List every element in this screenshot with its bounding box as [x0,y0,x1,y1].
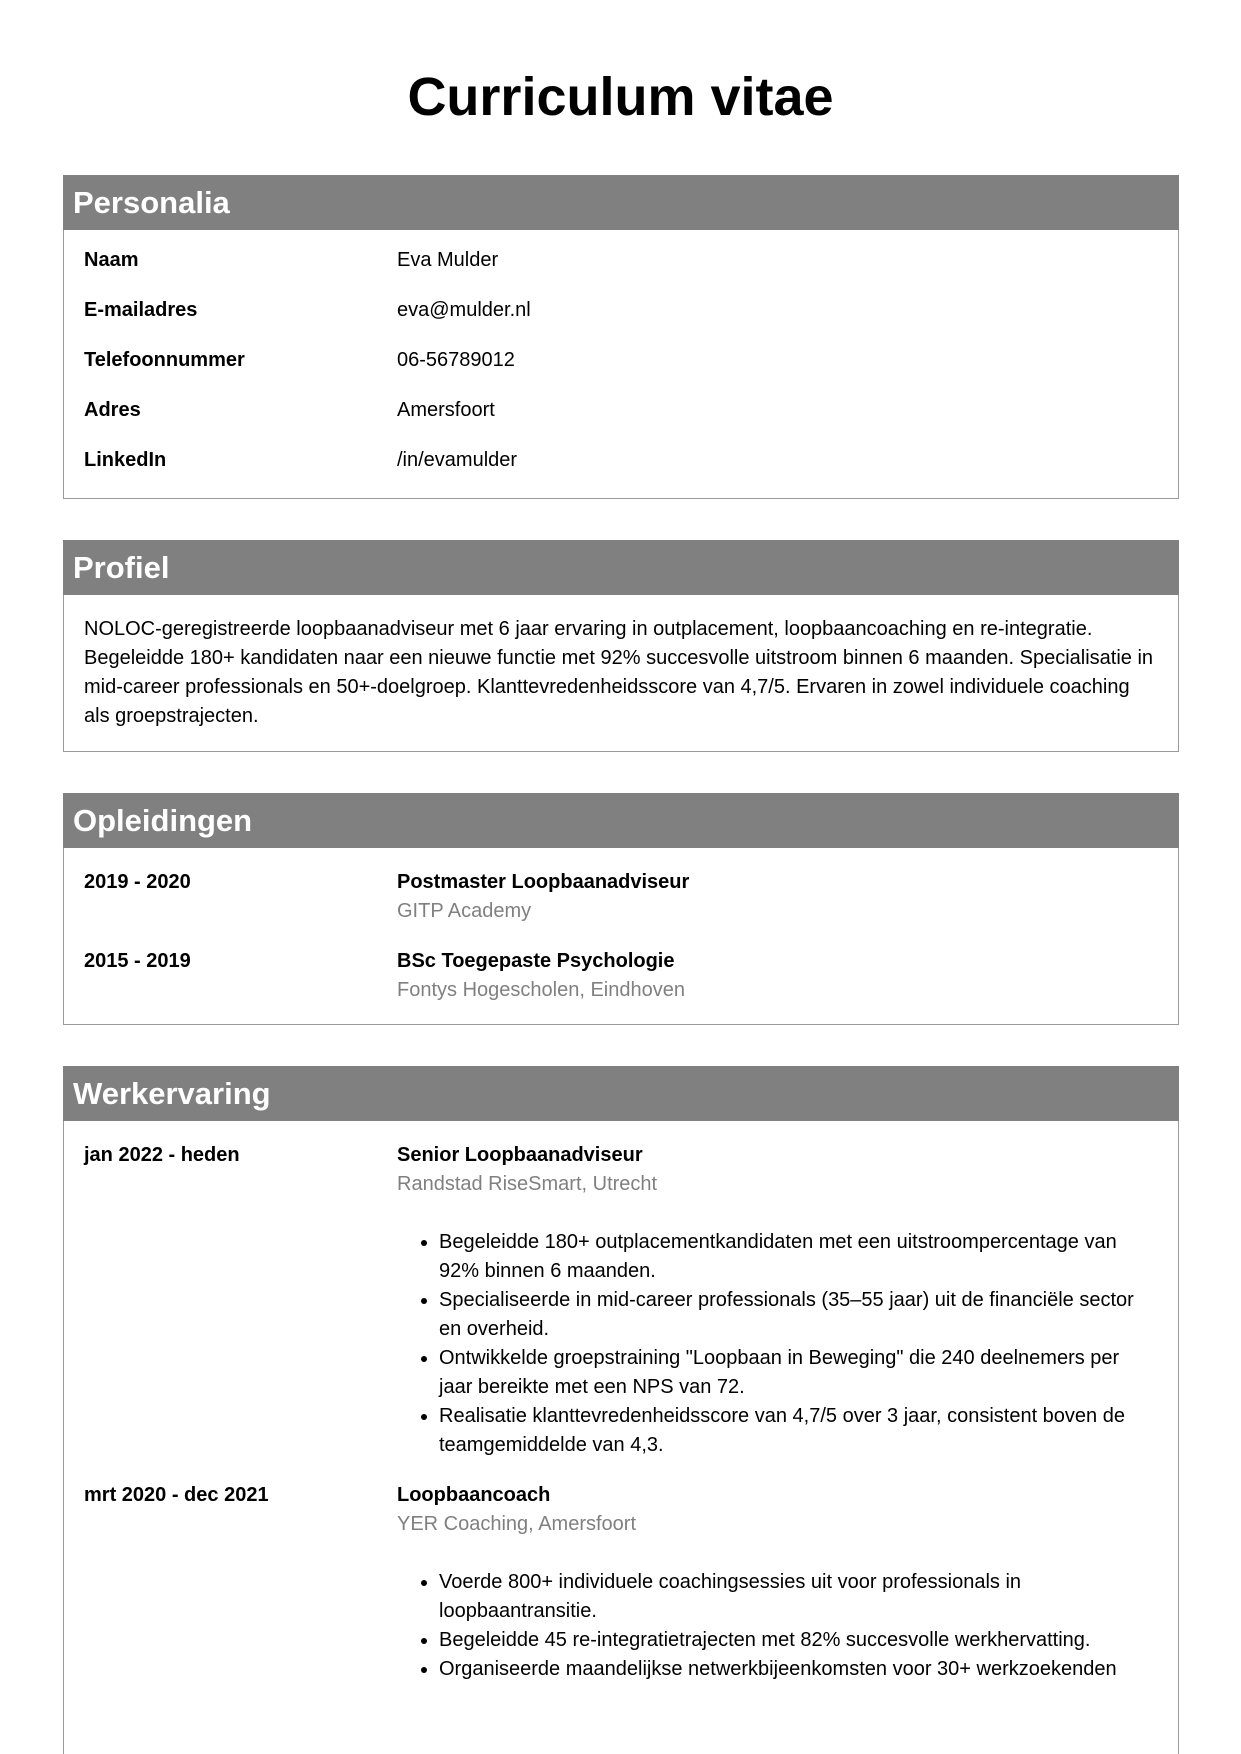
personalia-label: Telefoonnummer [84,349,245,371]
personalia-row-adres [84,396,1158,446]
personalia-row-email [84,296,1158,346]
work-detail [397,1481,1158,1684]
personalia-label: Adres [84,399,141,421]
personalia-section [63,175,1179,499]
education-institution: GITP Academy [397,900,532,922]
education-entry [84,947,1158,1005]
personalia-row-telefoon [84,346,1158,396]
education-detail [397,947,1158,1005]
work-bullet: • Voerde 800+ individuele coachingsessies uit voor professionals in loopbaantransitie. [439,1568,1158,1626]
personalia-row-naam [84,246,1158,296]
werkervaring-header: Werkervaring [63,1066,1179,1121]
opleidingen-header: Opleidingen [63,793,1179,848]
personalia-row-linkedin [84,446,1158,496]
work-bullet: • Realisatie klanttevredenheidsscore van 4,7/5 over 3 jaar, consistent boven de teamgemiddelde van 4,3. [439,1402,1158,1460]
opleidingen-section [63,793,1179,1025]
document-title: Curriculum vitae [407,67,834,127]
personalia-value: /in/evamulder [397,449,518,471]
personalia-header: Personalia [63,175,1179,230]
education-title: BSc Toegepaste Psychologie [397,950,675,972]
personalia-label: Naam [84,249,139,271]
profiel-header: Profiel [63,540,1179,595]
opleidingen-body [64,848,1178,1005]
work-bullet: • Begeleidde 45 re-integratietrajecten met 82% succesvolle werkhervatting. [439,1626,1158,1655]
work-bullet-list [397,1228,1158,1460]
work-bullet-list [397,1568,1158,1684]
education-period: 2019 - 2020 [84,871,191,893]
personalia-value: eva@mulder.nl [397,299,531,321]
personalia-label: E-mailadres [84,299,198,321]
profile-text: NOLOC-geregistreerde loopbaanadviseur met 6 jaar ervaring in outplacement, loopbaancoaching en re-integratie. Begeleidde 180+ kandidaten naar een nieuwe functie met 92% succesvolle uitstroom binnen 6 maanden. Specialisatie in mid-career professionals en 50+-doelgroep. Klanttevredenheidsscore van 4,7/5. Ervaren in zowel individuele coaching als groepstrajecten. [84,618,1154,727]
profiel-section [63,540,1179,752]
work-company: Randstad RiseSmart, Utrecht [397,1173,658,1195]
work-bullet: • Begeleidde 180+ outplacementkandidaten met een uitstroompercentage van 92% binnen 6 maanden. [439,1228,1158,1286]
werkervaring-section [63,1066,1179,1754]
werkervaring-body [64,1121,1178,1684]
work-bullet: • Ontwikkelde groepstraining "Loopbaan in Beweging" die 240 deelnemers per jaar bereikte met een NPS van 72. [439,1344,1158,1402]
work-period: jan 2022 - heden [84,1144,240,1166]
work-bullet: • Organiseerde maandelijkse netwerkbijeenkomsten voor 30+ werkzoekenden [439,1655,1158,1684]
work-detail [397,1141,1158,1460]
work-entry [84,1141,1158,1460]
work-company: YER Coaching, Amersfoort [397,1513,636,1535]
education-period: 2015 - 2019 [84,950,191,972]
profiel-body [64,595,1178,751]
work-title: Senior Loopbaanadviseur [397,1144,643,1166]
education-title: Postmaster Loopbaanadviseur [397,871,690,893]
work-bullet: • Specialiseerde in mid-career professionals (35–55 jaar) uit de financiële sector en overheid. [439,1286,1158,1344]
work-entry [84,1481,1158,1684]
personalia-value: 06-56789012 [397,349,515,371]
education-institution: Fontys Hogescholen, Eindhoven [397,979,685,1001]
work-period: mrt 2020 - dec 2021 [84,1484,269,1506]
personalia-value: Amersfoort [397,399,495,421]
personalia-label: LinkedIn [84,449,167,471]
education-detail [397,868,1158,926]
work-title: Loopbaancoach [397,1484,551,1506]
education-entry [84,868,1158,926]
personalia-body [64,230,1178,496]
personalia-value: Eva Mulder [397,249,499,271]
